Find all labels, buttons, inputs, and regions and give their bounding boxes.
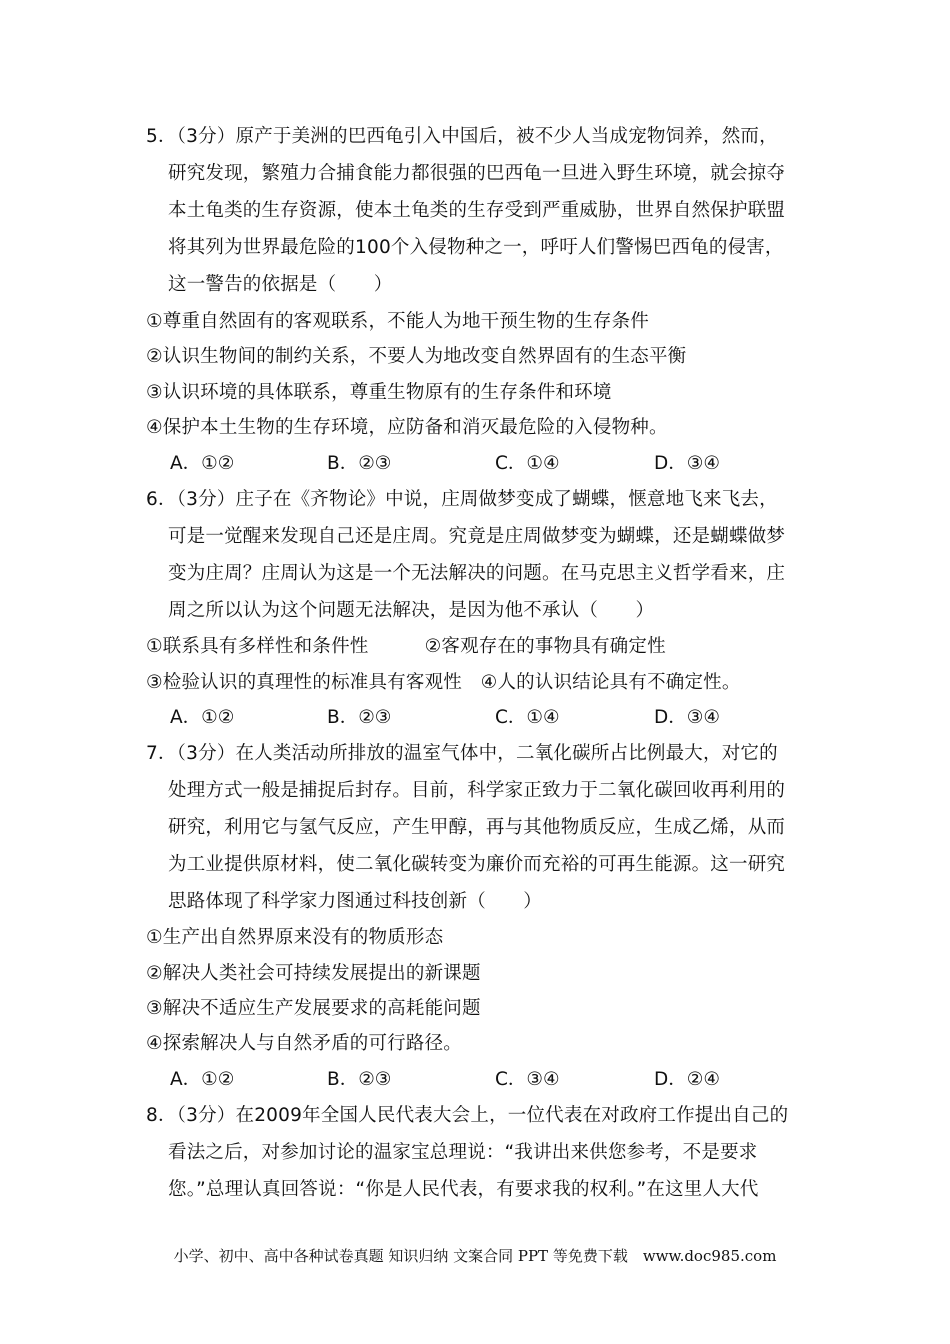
question-5-option-b[interactable]: B．②③ [327,453,392,474]
question-7-option-d[interactable]: D．②④ [654,1069,720,1090]
question-5-option-c[interactable]: C．①④ [495,453,560,474]
question-5-line-4: 将其列为世界最危险的100个入侵物种之一，呼吁人们警惕巴西龟的侵害， [168,237,784,258]
question-6-option-c[interactable]: C．①④ [495,707,560,728]
question-6-line-2: 可是一觉醒来发现自己还是庄周。究竟是庄周做梦变为蝴蝶，还是蝴蝶做梦 [168,526,786,547]
question-5-option-d[interactable]: D．③④ [654,453,720,474]
question-5-line-2: 研究发现，繁殖力合捕食能力都很强的巴西龟一旦进入野生环境，就会掠夺 [168,163,786,184]
question-7-line-3: 研究，利用它与氢气反应，产生甲醇，再与其他物质反应，生成乙烯，从而 [168,817,786,838]
question-7-statement-3: ③解决不适应生产发展要求的高耗能问题 [146,998,481,1019]
question-5-statement-3: ③认识环境的具体联系，尊重生物原有的生存条件和环境 [146,382,612,403]
question-6-line-3: 变为庄周？庄周认为这是一个无法解决的问题。在马克思主义哲学看来，庄 [168,563,786,584]
question-6-option-a[interactable]: A．①② [170,707,235,728]
question-5-line-1: 5．（3分）原产于美洲的巴西龟引入中国后，被不少人当成宠物饲养，然而， [146,126,778,147]
question-5-line-3: 本土龟类的生存资源，使本土龟类的生存受到严重威胁，世界自然保护联盟 [168,200,786,221]
question-5-statement-1: ①尊重自然固有的客观联系，不能人为地干预生物的生存条件 [146,311,649,332]
question-5-statement-2: ②认识生物间的制约关系，不要人为地改变自然界固有的生态平衡 [146,346,687,367]
question-5-line-5: 这一警告的依据是（ ） [168,274,393,295]
question-8-line-1: 8．（3分）在2009年全国人民代表大会上，一位代表在对政府工作提出自己的 [146,1105,789,1126]
question-7-statement-2: ②解决人类社会可持续发展提出的新课题 [146,963,481,984]
question-7-line-2: 处理方式一般是捕捉后封存。目前，科学家正致力于二氧化碳回收再利用的 [168,780,786,801]
question-7-line-1: 7．（3分）在人类活动所排放的温室气体中，二氧化碳所占比例最大，对它的 [146,743,778,764]
question-7-option-c[interactable]: C．③④ [495,1069,560,1090]
question-6-line-4: 周之所以认为这个问题无法解决，是因为他不承认（ ） [168,600,655,621]
question-7-option-b[interactable]: B．②③ [327,1069,392,1090]
question-5-option-a[interactable]: A．①② [170,453,235,474]
question-8-line-3: 您。”总理认真回答说：“你是人民代表，有要求我的权利。”在这里人大代 [168,1179,759,1200]
question-8-line-2: 看法之后，对参加讨论的温家宝总理说：“我讲出来供您参考，不是要求 [168,1142,758,1163]
question-7-line-4: 为工业提供原材料，使二氧化碳转变为廉价而充裕的可再生能源。这一研究 [168,854,786,875]
question-6-statement-1: ①联系具有多样性和条件性 ②客观存在的事物具有确定性 [146,636,666,657]
question-5-statement-4: ④保护本土生物的生存环境，应防备和消灭最危险的入侵物种。 [146,417,668,438]
question-6-statement-2: ③检验认识的真理性的标准具有客观性 ④人的认识结论具有不确定性。 [146,672,741,693]
question-7-option-a[interactable]: A．①② [170,1069,235,1090]
question-6-line-1: 6．（3分）庄子在《齐物论》中说，庄周做梦变成了蝴蝶，惬意地飞来飞去， [146,489,778,510]
question-6-option-b[interactable]: B．②③ [327,707,392,728]
question-7-statement-1: ①生产出自然界原来没有的物质形态 [146,927,444,948]
question-7-statement-4: ④探索解决人与自然矛盾的可行路径。 [146,1033,462,1054]
page-footer: 小学、初中、高中各种试卷真题 知识归纳 文案合同 PPT 等免费下载 www.doc985.com [173,1247,777,1265]
question-7-line-5: 思路体现了科学家力图通过科技创新（ ） [168,891,543,912]
question-6-option-d[interactable]: D．③④ [654,707,720,728]
